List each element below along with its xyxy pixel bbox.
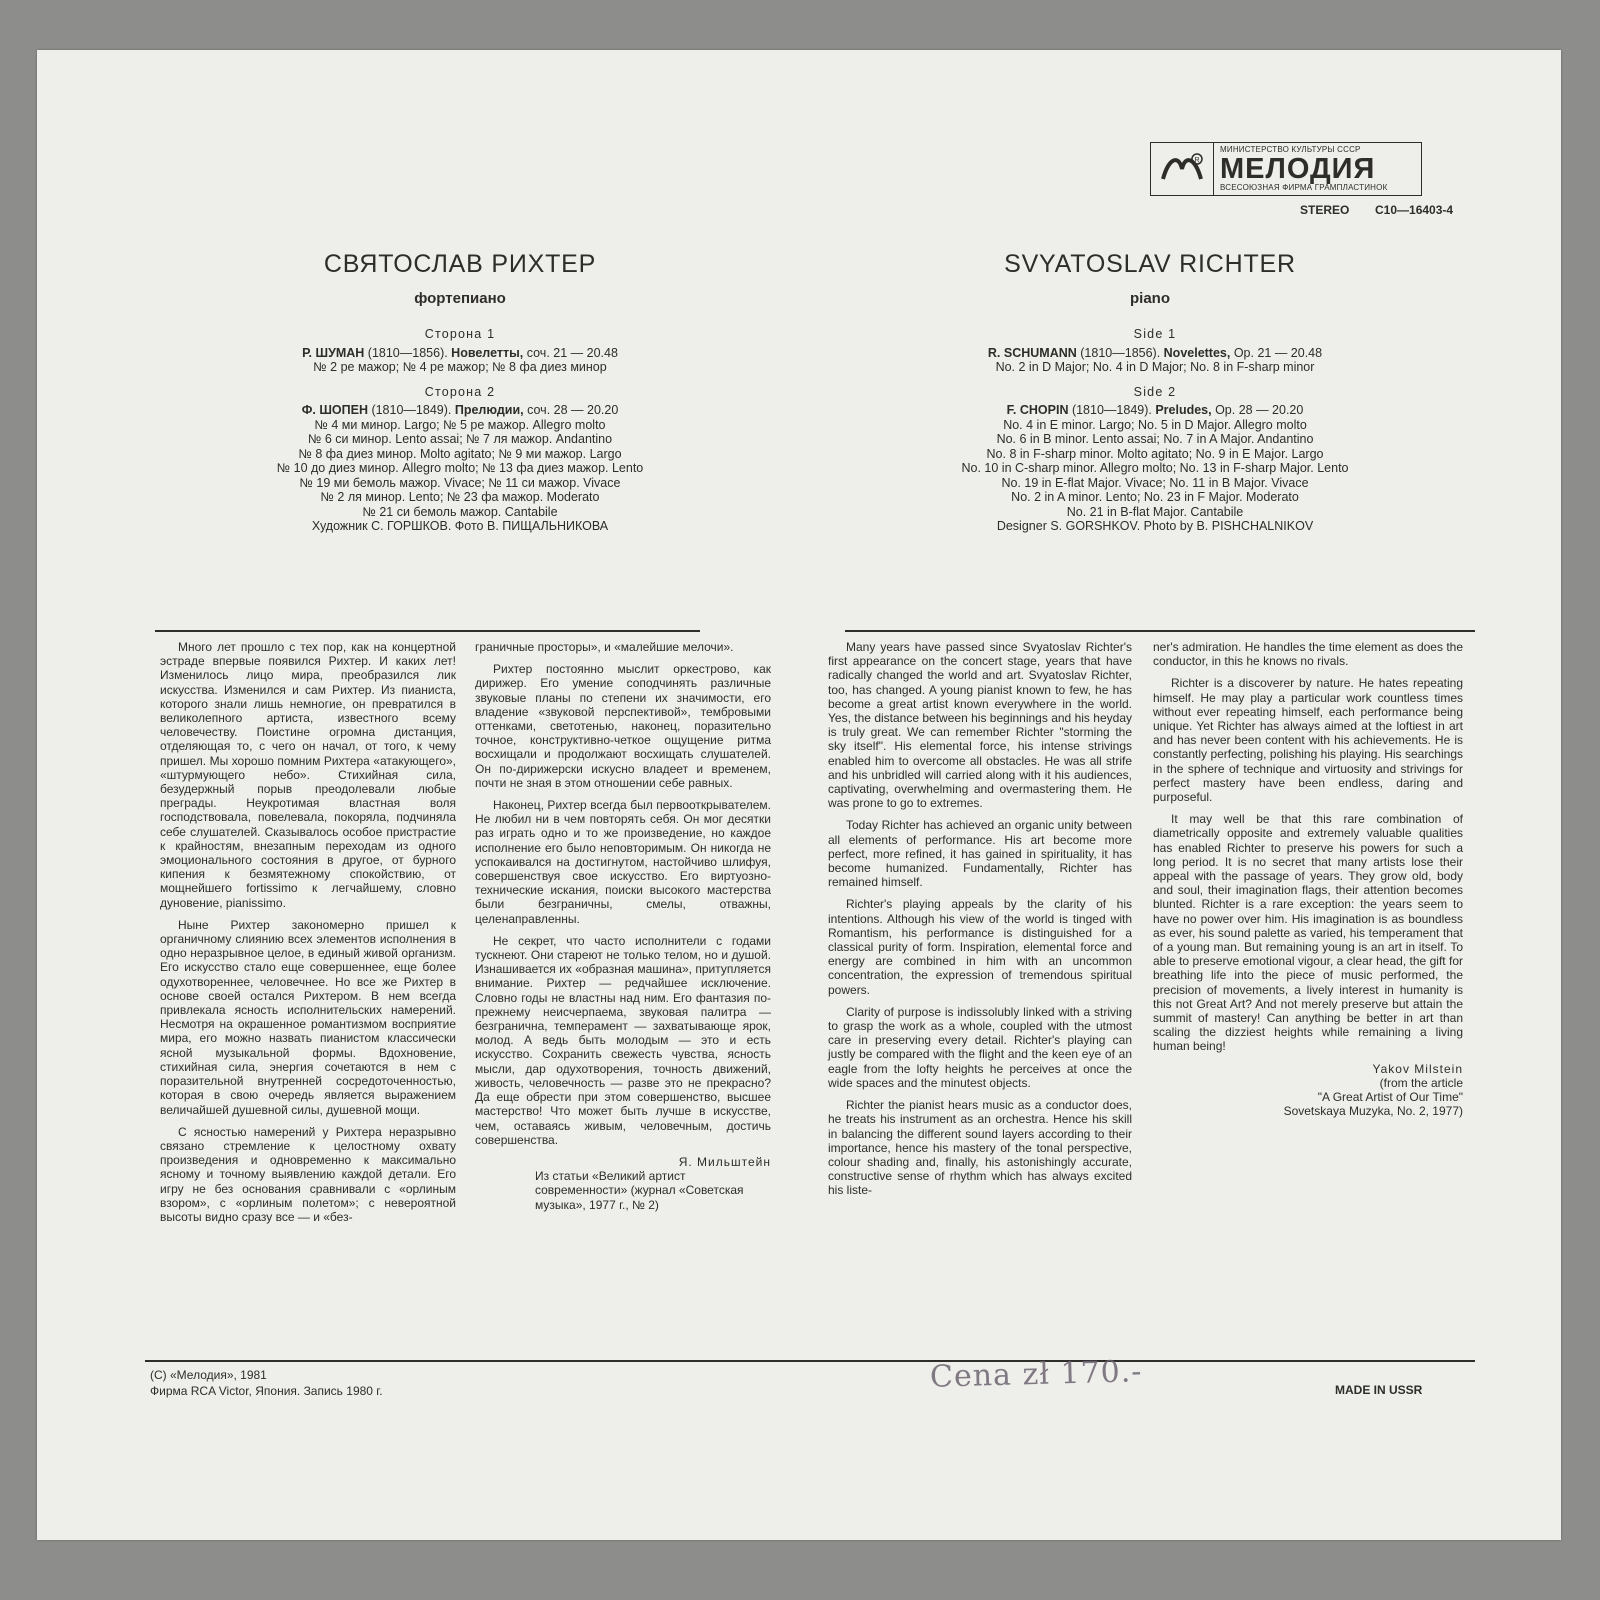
work-title: Preludes, <box>1155 403 1212 417</box>
track-line: No. 21 in B-flat Major. Cantabile <box>1066 504 1244 519</box>
article-source: Sovetskaya Muzyka, No. 2, 1977) <box>1283 1104 1463 1119</box>
article-source: (from the article <box>1379 1075 1463 1090</box>
article-paragraph: Наконец, Рихтер всегда был первооткрывателем. Не любил ни в чем повторять себя. Он мог десятки раз играть одно и то же произведение, но каждое исполнение его было неповторимым. Он никогда не успокаивался на достигнутом, настойчиво шлифуя, совершенствуя свое искусство. Его виртуозно-технические искания, поиски высокого мастерства были безграничны, смелы, отважны, целенаправленны. <box>475 798 771 926</box>
credits-line: Художник С. ГОРШКОВ. Фото В. ПИЩАЛЬНИКОВА <box>311 519 609 533</box>
article-paragraph: С ясностью намерений у Рихтера неразрывно связано стремление к целостному охвату произведения и одновременно к максимально ясному и точному выявлению каждой детали. Его игру не без основания сравнивали с «орлиным взором», с «орлиным полетом»; с невероятной высоты видно сразу все — и «без- <box>160 1124 456 1224</box>
subtitle-english: piano <box>1130 290 1170 307</box>
composer-dates: (1810—1856). <box>1076 345 1164 360</box>
side1-label: Сторона 1 <box>424 327 496 341</box>
work-opus: Op. 28 — 20.20 <box>1211 403 1304 417</box>
composer-name: Ф. ШОПЕН <box>301 403 368 417</box>
article-paragraph: Clarity of purpose is indissolubly linked with a striving to grasp the work as a whole, coupled with the utmost care in preserving every detail. Richter's playing can justly be compared with the flight and the keen eye of an eagle from the lofty heights he perceives at once the wide spaces and the minutest objects. <box>828 1004 1132 1090</box>
side2-label: Сторона 2 <box>424 384 496 399</box>
side2-label: Side 2 <box>1133 384 1177 399</box>
stereo-label: STEREO <box>1300 203 1350 217</box>
track-line: № 2 ре мажор; № 4 ре мажор; № 8 фа диез минор <box>313 360 607 374</box>
logo-ministry-text: МИНИСТЕРСТВО КУЛЬТУРЫ СССР <box>1220 145 1361 154</box>
article-source: Из статьи «Великий артист современности» (журнал «Советская музыка», 1977 г., № 2) <box>535 1169 744 1212</box>
tracklist-english <box>855 325 1455 534</box>
work-opus: соч. 28 — 20.20 <box>523 403 619 417</box>
article-paragraph: Ныне Рихтер закономерно пришел к органичному слиянию всех элементов исполнения в одно неразрывное целое, в единый живой организм. Его искусство стало еще совершеннее, еще более одухотвореннее, человечнее. Но все же Рихтер в основе своей остался Рихтером. В нем всегда привлекала ясность исполнительских намерений. Несмотря на окрашенное романтизмом восприятие мира, его можно назвать пианистом классически ясной музыкальной формы. Вдохновение, стихийная сила, энергия сочетаются в нем с поразительной внутренней сосредоточенностью, которая в свою очередь является выражением величайшей душевной силы, душевной мощи. <box>160 917 456 1117</box>
divider-bottom <box>145 1360 1475 1362</box>
license-notice: Фирма RCA Victor, Япония. Запись 1980 г. <box>150 1384 383 1398</box>
credits-line: Designer S. GORSHKOV. Photo by B. PISHCHALNIKOV <box>996 519 1314 533</box>
track-line: No. 10 in C-sharp minor. Allegro molto; No. 13 in F-sharp Major. Lento <box>961 461 1349 475</box>
author-signature: Yakov Milstein <box>1372 1061 1463 1076</box>
svg-text:R: R <box>1194 157 1200 164</box>
track-line: No. 2 in D Major; No. 4 in D Major; No. 8 in F-sharp minor <box>995 360 1315 374</box>
article-paragraph: Today Richter has achieved an organic unity between all elements of performance. His art become more perfect, more refined, it has gained in spirituality, it has become humanized. Fundamentally, Richter has remained himself. <box>828 818 1132 890</box>
side1-label: Side 1 <box>1133 327 1177 341</box>
article-paragraph: Richter is a discoverer by nature. He hates repeating himself. He may play a particular work countless times without ever repeating himself, each performance being unique. Yet Richter has always aimed at the loftiest in art and has never been content with his achievements. He is constantly perfecting, polishing his playing. His searchings in the sphere of technique and virtuosity and strivings for perfect mastery have been endless, daring and purposeful. <box>1153 676 1463 805</box>
work-opus: соч. 21 — 20.48 <box>523 345 618 360</box>
catalog-number: C10—16403-4 <box>1375 203 1454 217</box>
title-english: SVYATOSLAV RICHTER <box>1004 250 1296 278</box>
article-paragraph: Не секрет, что часто исполнители с годами тускнеют. Они стареют не только телом, но и душой. Изнашивается их «образная машина», притупляется внимание. Рихтер — редчайшее исключение. Словно годы не властны над ним. Его фантазия по-прежнему неисчерпаема, звуковая палитра — безгранична, темперамент — захватывающе ярок, молод. А ведь быть молодым — это и есть искусство. Сохранить свежесть чувства, ясность мысли, дар одухотворения, точность движений, живость, человечность — разве это не прекрасно? Да еще обрести при этом совершенство, высшее мастерство! Что может быть лучше в искусстве, чем, оставаясь живым, человечным, достичь совершенства. <box>475 933 771 1147</box>
article-paragraph: Много лет прошло с тех пор, как на концертной эстраде впервые появился Рихтер. И каких лет! Изменилось лицо мира, преобразился лик искусства. Изменился и сам Рихтер. Из пианиста, которого знали лишь немногие, он превратился в великолепного артиста, известного всему человечеству. Поистине огромна дистанция, отделяющая то, с чего он начал, от того, к чему пришел. Мы хорошо помним Рихтера «атакующего», «штурмующего небо». Стихийная сила, безудержный порыв преодолевали любые преграды. Неукротимая властная воля господствовала, повелевала, покоряла, подчиняла себе слушателей. Сказывалось особое пристрастие к крайностям, внезапным переходам из одного эмоционального состояния в другое, от бурного кипения к безмятежному спокойствию, от мощнейшего fortissimo к легчайшему, словно дуновение, pianissimo. <box>160 640 456 910</box>
track-line: No. 4 in E minor. Largo; No. 5 in D Major. Allegro molto <box>1003 417 1307 432</box>
author-signature: Я. Мильштейн <box>678 1154 771 1169</box>
work-opus: Op. 21 — 20.48 <box>1230 345 1323 360</box>
title-russian: СВЯТОСЛАВ РИХТЕР <box>323 250 597 278</box>
work-title: Прелюдии, <box>454 403 524 417</box>
article-paragraph: ner's admiration. He handles the time element as does the conductor, in this he knows no rivals. <box>1153 640 1463 669</box>
article-paragraph: Richter the pianist hears music as a conductor does, he treats his instrument as an orchestra. Hence his skill in balancing the different sound layers according to their importance, hence his mastery of the tonal perspective, colour shading and, finally, his astonishingly accurate, constructive sense of rhythm which has always excited his liste- <box>828 1098 1132 1198</box>
work-title: Novelettes, <box>1163 345 1231 360</box>
made-in-label: MADE IN USSR <box>1335 1383 1423 1397</box>
composer-dates: (1810—1849). <box>367 403 455 417</box>
track-line: № 21 си бемоль мажор. Cantabile <box>362 504 558 519</box>
composer-name: F. CHOPIN <box>1006 403 1069 417</box>
logo-brand-name: МЕЛОДИЯ <box>1220 153 1376 185</box>
article-english-column-2 <box>1153 640 1463 1119</box>
track-line: No. 6 in B minor. Lento assai; No. 7 in A Major. Andantino <box>996 432 1314 446</box>
track-line: № 6 си минор. Lento assai; № 7 ля мажор. Andantino <box>307 432 613 446</box>
article-english-column-1 <box>828 640 1132 1206</box>
track-line: № 4 ми минор. Largo; № 5 ре мажор. Allegro molto <box>314 417 606 432</box>
track-line: No. 2 in A minor. Lento; No. 23 in F Major. Moderato <box>1011 490 1299 504</box>
article-paragraph: граничные просторы», и «малейшие мелочи». <box>475 640 734 654</box>
composer-dates: (1810—1856). <box>364 345 452 360</box>
article-russian-column-2 <box>475 640 771 1212</box>
divider-top-right <box>845 630 1475 632</box>
tracklist-russian <box>160 325 760 534</box>
composer-name: Р. ШУМАН <box>302 345 365 360</box>
track-line: № 19 ми бемоль мажор. Vivace; № 11 си мажор. Vivace <box>299 475 621 490</box>
work-title: Новелетты, <box>451 345 524 360</box>
article-russian-column-1 <box>160 640 456 1232</box>
track-line: No. 8 in F-sharp minor. Molto agitato; No. 9 in E Major. Largo <box>986 446 1324 461</box>
article-paragraph: It may well be that this rare combination of diametrically opposite and extremely valuable qualities has enabled Richter to preserve his powers for such a long period. It is no secret that many artists lose their appeal with the passage of years. They grow old, body and soul, their imagination flags, their attention becomes blunted. Richter is a rare exception: the years seem to have no power over him. His imagination is as boundless as ever, his sound palette as varied, his temperament that of a young man. But remaining young is an art in itself. To able to preserve emotional vigour, a clear head, the gift for breathing life into the piece of music performed, the precision of movements, a lively interest in humanity is this not Great Art? And not merely preserve but attain the summit of mastery! Can anything be better in art than scaling the dizziest heights while remaining a living human being! <box>1153 812 1463 1054</box>
track-line: № 8 фа диез минор. Molto agitato; № 9 ми мажор. Largo <box>298 446 622 461</box>
melodiya-emblem-icon <box>1151 143 1214 195</box>
article-source: "A Great Artist of Our Time" <box>1317 1090 1463 1105</box>
article-paragraph: Richter's playing appeals by the clarity of his intentions. Although his view of the world is tinged with Romantism, his performance is distinguished for a classical purity of form. Inspiration, elemental force and energy are combined in him with an uncommon concentration, the expression of tremendous spiritual powers. <box>828 897 1132 997</box>
divider-top-left <box>155 630 700 632</box>
article-paragraph: Many years have passed since Svyatoslav Richter's first appearance on the concert stage, years that have radically changed the world and art. Svyatoslav Richter, too, has changed. A young pianist known to few, he has become a great artist known everywhere in the world. Yes, the distance between his beginnings and his heyday is truly great. We can remember Richter "storming the sky itself". His elemental force, his intense strivings enabled him to overcome all obstacles. He was all strife and his unbridled will carried along with it his audiences, captivating, overwhelming and overmastering them. He was prone to go to extremes. <box>828 640 1132 811</box>
composer-dates: (1810—1849). <box>1068 403 1156 417</box>
copyright-notice: (С) «Мелодия», 1981 <box>150 1368 267 1382</box>
track-line: № 2 ля минор. Lento; № 23 фа мажор. Moderato <box>320 490 600 504</box>
article-paragraph: Рихтер постоянно мыслит оркестрово, как дирижер. Его умение соподчинять различные звуковые планы по степени их значимости, его владение «звуковой перспективой», тембровыми оттенками, светотенью, наконец, поразительно точное, конструктивно-четкое ощущение ритма восхищали и продолжают восхищать слушателей. Он по-дирижерски искусно владеет и временем, почти не зная в этом отношении себе равных. <box>475 662 771 790</box>
logo-firm-text: ВСЕСОЮЗНАЯ ФИРМА ГРАМПЛАСТИНОК <box>1220 183 1388 192</box>
subtitle-russian: фортепиано <box>414 290 506 307</box>
track-line: № 10 до диез минор. Allegro molto; № 13 фа диез мажор. Lento <box>276 461 644 475</box>
composer-name: R. SCHUMANN <box>987 345 1077 360</box>
track-line: No. 19 in E-flat Major. Vivace; No. 11 in B Major. Vivace <box>1001 475 1309 490</box>
price-stamp: Cena zł 170.- <box>929 1354 1143 1395</box>
melodiya-logo <box>1150 142 1422 196</box>
